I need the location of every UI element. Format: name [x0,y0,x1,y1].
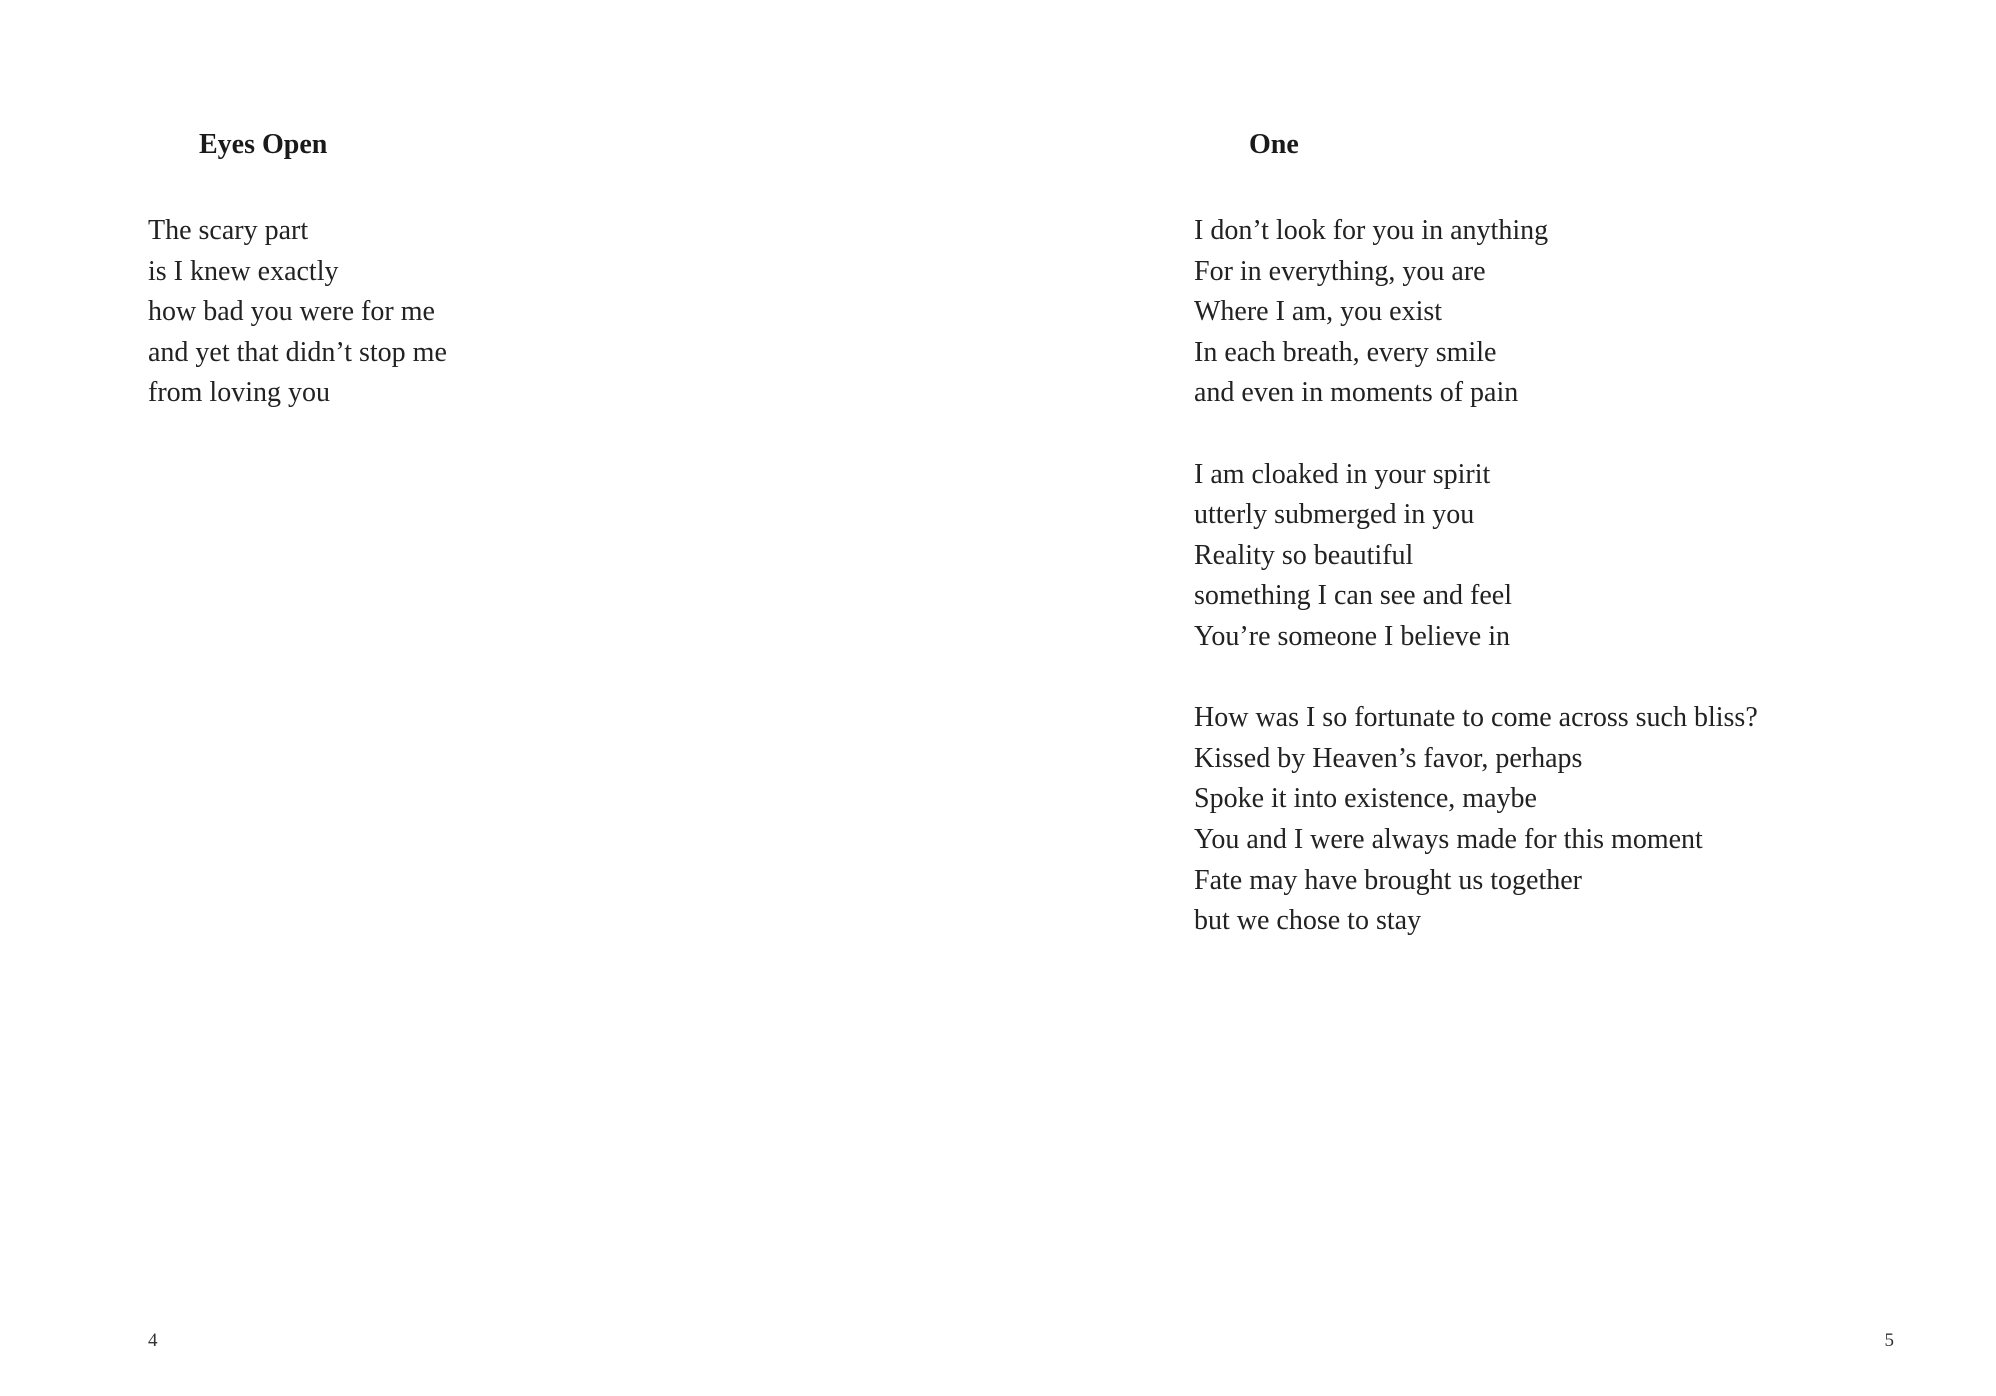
stanza [1194,455,1758,658]
poem-line: You and I were always made for this moment [1194,823,1703,855]
page-number: 5 [1884,1330,1894,1351]
poem-line: You’re someone I believe in [1194,620,1510,652]
poem-line: For in everything, you are [1194,255,1486,287]
poem-line: The scary part [148,215,309,246]
poem-line: and yet that didn’t stop me [148,336,447,368]
right-page [998,0,1996,1396]
poem-line: In each breath, every smile [1194,336,1497,368]
poem-line: Kissed by Heaven’s favor, perhaps [1194,742,1583,774]
poem-line: and even in moments of pain [1194,377,1519,409]
poem-line: Fate may have brought us together [1194,864,1583,896]
poem-body [148,211,447,455]
poem-line: something I can see and feel [1194,580,1512,612]
poem-line: Spoke it into existence, maybe [1194,783,1537,815]
poem-line: how bad you were for me [148,296,435,328]
poem-line: How was I so fortunate to come across such bliss? [1194,702,1758,734]
stanza [1194,211,1758,414]
stanza [1194,698,1758,942]
poem-line: utterly submerged in you [1194,499,1475,531]
poem-body [1194,211,1758,982]
poem-line: Where I am, you exist [1194,296,1443,328]
poem-line: is I knew exactly [148,255,339,287]
poem-line: I am cloaked in your spirit [1194,458,1491,490]
page-number: 4 [148,1330,158,1351]
poem-line: but we chose to stay [1194,905,1422,937]
poem-line: Reality so beautiful [1194,539,1414,571]
poem-line: from loving you [148,377,330,409]
poem-line: I don’t look for you in anything [1194,215,1549,246]
poem-title: One [1249,129,1299,160]
stanza [148,211,447,414]
poem-title: Eyes Open [199,129,328,160]
